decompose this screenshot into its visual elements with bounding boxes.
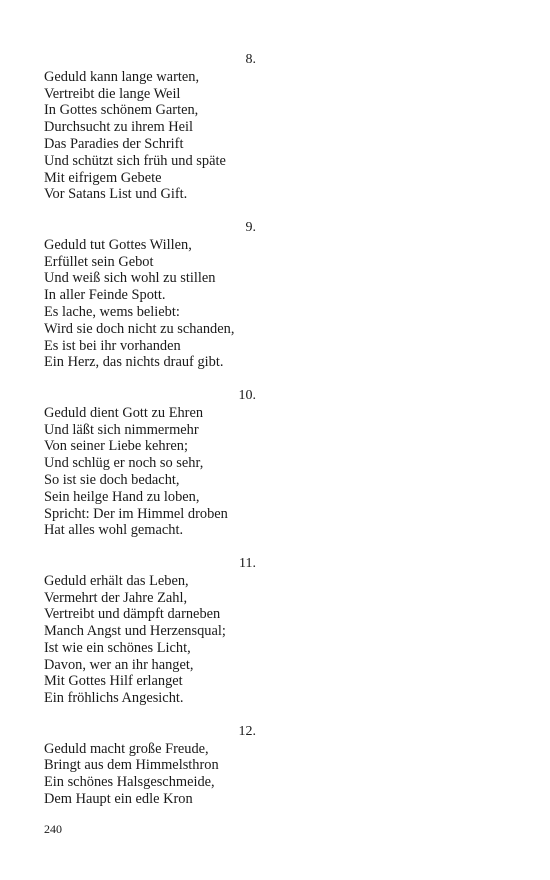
stanza-gap [44,203,284,220]
verse-line: Ein schönes Halsgeschmeide, [44,774,215,791]
verse-line: So ist sie doch bedacht, [44,471,180,488]
verse-line: Ist wie ein schönes Licht, [44,639,191,656]
verse-line: Vermehrt der Jahre Zahl, [44,589,188,606]
verse-line: Erfüllet sein Gebot [44,253,154,270]
verse-line: Geduld tut Gottes Willen, [44,236,192,253]
verse-line: Spricht: Der im Himmel droben [44,505,228,522]
verse-line: Mit eifrigem Gebete [44,169,162,186]
verse-line: Und schützt sich früh und späte [44,152,226,169]
verse-line: Vertreibt und dämpft darneben [44,606,221,623]
stanza-number: 12. [238,723,256,739]
verse-line: Und läßt sich nimmermehr [44,421,199,438]
stanza-10 [44,388,284,539]
verse-line: Und weiß sich wohl zu stillen [44,270,216,287]
verse-line: Das Paradies der Schrift [44,135,184,152]
stanza-11 [44,556,284,707]
verse-line: Es lache, wems beliebt: [44,303,180,320]
stanza-9 [44,220,284,371]
verse-line: Geduld macht große Freude, [44,740,209,757]
verse-line: Geduld erhält das Leben, [44,572,189,589]
stanza-number: 11. [239,555,256,571]
verse-line: Wird sie doch nicht zu schanden, [44,320,235,337]
stanza-number: 10. [238,387,256,403]
stanza-gap [44,707,284,724]
verse-line: Ein Herz, das nichts drauf gibt. [44,354,224,371]
verse-line: Hat alles wohl gemacht. [44,522,184,539]
verse-line: Geduld dient Gott zu Ehren [44,404,204,421]
page-number: 240 [44,822,62,836]
stanza-gap [44,371,284,388]
verse-line: Sein heilge Hand zu loben, [44,488,200,505]
verse-line: Davon, wer an ihr hanget, [44,656,194,673]
verse-line: Manch Angst und Herzensqual; [44,623,226,640]
verse-line: Geduld kann lange warten, [44,68,200,85]
poem-body [44,52,284,808]
verse-line: Mit Gottes Hilf erlanget [44,673,183,690]
verse-line: Vertreibt die lange Weil [44,85,181,102]
stanza-number: 9. [245,219,256,235]
verse-line: Vor Satans List und Gift. [44,186,188,203]
verse-line: Es ist bei ihr vorhanden [44,337,181,354]
stanza-12 [44,724,284,808]
stanza-number: 8. [245,52,256,67]
verse-line: Ein fröhlichs Angesicht. [44,690,184,707]
verse-line: Durchsucht zu ihrem Heil [44,119,194,136]
stanza-8 [44,52,284,203]
verse-line: Von seiner Liebe kehren; [44,438,188,455]
verse-line: Und schlüg er noch so sehr, [44,455,204,472]
verse-line: In aller Feinde Spott. [44,287,166,304]
verse-line: In Gottes schönem Garten, [44,102,199,119]
stanza-gap [44,539,284,556]
verse-line: Bringt aus dem Himmelsthron [44,757,219,774]
verse-line: Dem Haupt ein edle Kron [44,791,193,808]
